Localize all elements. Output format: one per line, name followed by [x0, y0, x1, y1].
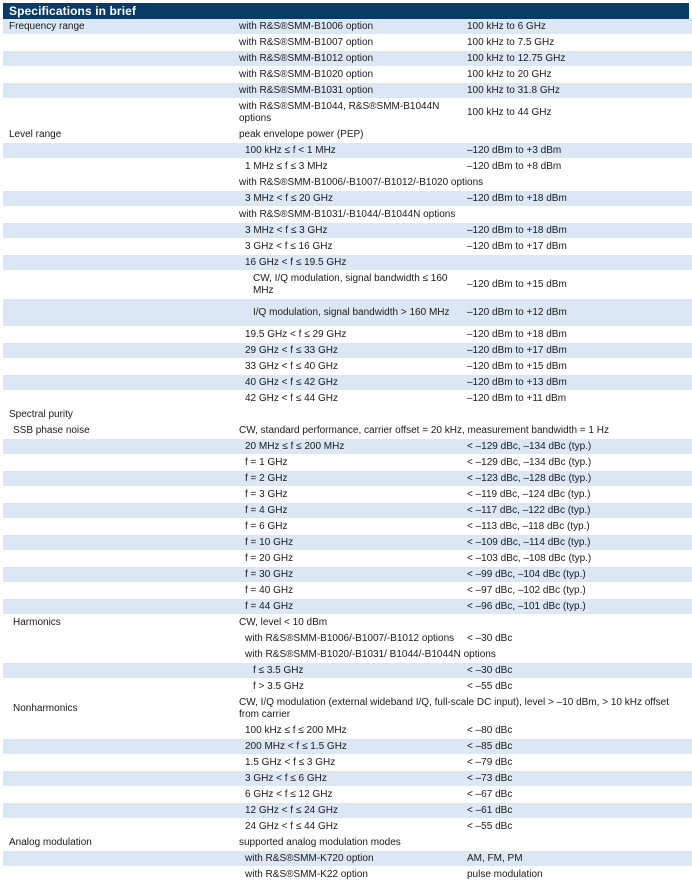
parameter-cell [3, 803, 235, 819]
table-row [3, 755, 692, 771]
value-cell: –120 dBm to +18 dBm [463, 327, 692, 343]
condition-cell: f = 6 GHz [235, 519, 463, 535]
table-row [3, 583, 692, 599]
parameter-cell [3, 771, 235, 787]
condition-cell: 1.5 GHz < f ≤ 3 GHz [235, 755, 463, 771]
value-cell: –120 dBm to +11 dBm [463, 391, 692, 407]
condition-cell: 42 GHz < f ≤ 44 GHz [235, 391, 463, 407]
value-cell: < –96 dBc, –101 dBc (typ.) [463, 599, 692, 615]
condition-cell: 29 GHz < f ≤ 33 GHz [235, 343, 463, 359]
parameter-cell [3, 787, 235, 803]
parameter-cell [3, 159, 235, 175]
value-cell: < –30 dBc [463, 663, 692, 679]
parameter-cell [3, 143, 235, 159]
table-row [3, 359, 692, 375]
value-cell: < –61 dBc [463, 803, 692, 819]
table-row [3, 487, 692, 503]
parameter-cell: Nonharmonics [3, 695, 235, 723]
value-cell: < –30 dBc [463, 631, 692, 647]
parameter-cell [3, 375, 235, 391]
condition-cell: I/Q modulation, signal bandwidth > 160 MHz [235, 299, 463, 327]
parameter-cell [3, 679, 235, 695]
parameter-cell [3, 739, 235, 755]
condition-cell: with R&S®SMM-B1031/-B1044/-B1044N options [235, 207, 692, 223]
value-cell: –120 dBm to +17 dBm [463, 239, 692, 255]
table-row [3, 851, 692, 867]
parameter-cell [3, 723, 235, 739]
condition-cell: f = 44 GHz [235, 599, 463, 615]
condition-cell: CW, standard performance, carrier offset = 20 kHz, measurement bandwidth = 1 Hz [235, 423, 692, 439]
parameter-cell [3, 67, 235, 83]
parameter-cell: Frequency range [3, 19, 235, 35]
value-cell: < –97 dBc, –102 dBc (typ.) [463, 583, 692, 599]
value-cell [463, 615, 692, 631]
parameter-cell [3, 271, 235, 299]
parameter-cell [3, 439, 235, 455]
value-cell: < –109 dBc, –114 dBc (typ.) [463, 535, 692, 551]
value-cell: –120 dBm to +8 dBm [463, 159, 692, 175]
table-row [3, 439, 692, 455]
value-cell: < –99 dBc, –104 dBc (typ.) [463, 567, 692, 583]
condition-cell: 24 GHz < f ≤ 44 GHz [235, 819, 463, 835]
value-cell: < –73 dBc [463, 771, 692, 787]
parameter-cell [3, 207, 235, 223]
condition-cell: CW, level < 10 dBm [235, 615, 463, 631]
parameter-cell [3, 239, 235, 255]
value-cell: < –85 dBc [463, 739, 692, 755]
table-row [3, 143, 692, 159]
table-row [3, 567, 692, 583]
condition-cell: f = 1 GHz [235, 455, 463, 471]
parameter-cell: Analog modulation [3, 835, 235, 851]
parameter-cell [3, 51, 235, 67]
condition-cell: f = 4 GHz [235, 503, 463, 519]
parameter-cell [3, 551, 235, 567]
value-cell: 100 kHz to 44 GHz [463, 99, 692, 127]
parameter-cell [3, 819, 235, 835]
table-row [3, 207, 692, 223]
value-cell: –120 dBm to +17 dBm [463, 343, 692, 359]
condition-cell: 33 GHz < f ≤ 40 GHz [235, 359, 463, 375]
table-row [3, 175, 692, 191]
parameter-cell [3, 223, 235, 239]
condition-cell: CW, I/Q modulation (external wideband I/Q, full-scale DC input), level > –10 dBm, > 10 kHz offset from carrier [235, 695, 692, 723]
table-row [3, 739, 692, 755]
value-cell: 100 kHz to 7.5 GHz [463, 35, 692, 51]
condition-cell: with R&S®SMM-B1020/-B1031/ B1044/-B1044N options [235, 647, 692, 663]
parameter-cell [3, 255, 235, 271]
condition-cell: 3 MHz < f ≤ 20 GHz [235, 191, 463, 207]
table-row [3, 455, 692, 471]
table-row [3, 67, 692, 83]
condition-cell: with R&S®SMM-B1020 option [235, 67, 463, 83]
condition-cell: with R&S®SMM-B1006/-B1007/-B1012 options [235, 631, 463, 647]
value-cell [463, 407, 692, 423]
parameter-cell [3, 99, 235, 127]
table-row [3, 271, 692, 299]
value-cell: < –80 dBc [463, 723, 692, 739]
parameter-cell [3, 503, 235, 519]
parameter-cell [3, 567, 235, 583]
table-row [3, 223, 692, 239]
table-row [3, 695, 692, 723]
table-row [3, 343, 692, 359]
parameter-cell [3, 851, 235, 867]
table-row [3, 83, 692, 99]
value-cell: < –117 dBc, –122 dBc (typ.) [463, 503, 692, 519]
condition-cell: 100 kHz ≤ f ≤ 200 MHz [235, 723, 463, 739]
parameter-cell [3, 487, 235, 503]
value-cell: AM, FM, PM [463, 851, 692, 867]
table-row [3, 679, 692, 695]
table-row [3, 423, 692, 439]
condition-cell: 20 MHz ≤ f ≤ 200 MHz [235, 439, 463, 455]
table-row [3, 787, 692, 803]
value-cell [463, 127, 692, 143]
parameter-cell [3, 83, 235, 99]
table-row [3, 19, 692, 35]
condition-cell: with R&S®SMM-B1006 option [235, 19, 463, 35]
table-row [3, 867, 692, 883]
condition-cell: with R&S®SMM-B1007 option [235, 35, 463, 51]
value-cell: –120 dBm to +13 dBm [463, 375, 692, 391]
value-cell: < –79 dBc [463, 755, 692, 771]
table-row [3, 407, 692, 423]
table-row [3, 647, 692, 663]
table-row [3, 159, 692, 175]
table-row [3, 299, 692, 327]
table-row [3, 35, 692, 51]
parameter-cell [3, 535, 235, 551]
condition-cell: 16 GHz < f ≤ 19.5 GHz [235, 255, 463, 271]
table-row [3, 191, 692, 207]
condition-cell: 3 MHz < f ≤ 3 GHz [235, 223, 463, 239]
value-cell: 100 kHz to 20 GHz [463, 67, 692, 83]
parameter-cell [3, 519, 235, 535]
table-row [3, 535, 692, 551]
parameter-cell [3, 867, 235, 883]
value-cell: < –129 dBc, –134 dBc (typ.) [463, 455, 692, 471]
condition-cell: 6 GHz < f ≤ 12 GHz [235, 787, 463, 803]
parameter-cell [3, 327, 235, 343]
table-row [3, 375, 692, 391]
value-cell: 100 kHz to 12.75 GHz [463, 51, 692, 67]
parameter-cell [3, 191, 235, 207]
condition-cell: 3 GHz < f ≤ 16 GHz [235, 239, 463, 255]
condition-cell: with R&S®SMM-B1044, R&S®SMM-B1044N options [235, 99, 463, 127]
parameter-cell [3, 647, 235, 663]
value-cell: –120 dBm to +3 dBm [463, 143, 692, 159]
parameter-cell [3, 599, 235, 615]
condition-cell: with R&S®SMM-K720 option [235, 851, 463, 867]
value-cell: –120 dBm to +15 dBm [463, 359, 692, 375]
table-row [3, 99, 692, 127]
spec-table [3, 19, 692, 883]
table-row [3, 239, 692, 255]
condition-cell: with R&S®SMM-K22 option [235, 867, 463, 883]
parameter-cell [3, 175, 235, 191]
condition-cell: 100 kHz ≤ f < 1 MHz [235, 143, 463, 159]
condition-cell: 3 GHz < f ≤ 6 GHz [235, 771, 463, 787]
value-cell: < –55 dBc [463, 819, 692, 835]
spec-sheet [3, 3, 689, 883]
parameter-cell [3, 631, 235, 647]
parameter-cell: Spectral purity [3, 407, 235, 423]
condition-cell [235, 407, 463, 423]
parameter-cell [3, 35, 235, 51]
value-cell: pulse modulation [463, 867, 692, 883]
table-row [3, 599, 692, 615]
value-cell: < –113 dBc, –118 dBc (typ.) [463, 519, 692, 535]
parameter-cell [3, 455, 235, 471]
condition-cell: 200 MHz < f ≤ 1.5 GHz [235, 739, 463, 755]
condition-cell: f = 10 GHz [235, 535, 463, 551]
value-cell: –120 dBm to +12 dBm [463, 299, 692, 327]
value-cell: < –55 dBc [463, 679, 692, 695]
table-row [3, 519, 692, 535]
table-row [3, 255, 692, 271]
condition-cell: 19.5 GHz < f ≤ 29 GHz [235, 327, 463, 343]
table-row [3, 663, 692, 679]
condition-cell: f = 30 GHz [235, 567, 463, 583]
parameter-cell [3, 583, 235, 599]
value-cell: < –67 dBc [463, 787, 692, 803]
value-cell: –120 dBm to +18 dBm [463, 223, 692, 239]
table-row [3, 723, 692, 739]
value-cell: < –129 dBc, –134 dBc (typ.) [463, 439, 692, 455]
parameter-cell: Level range [3, 127, 235, 143]
parameter-cell [3, 299, 235, 327]
condition-cell: with R&S®SMM-B1012 option [235, 51, 463, 67]
table-row [3, 615, 692, 631]
value-cell: < –103 dBc, –108 dBc (typ.) [463, 551, 692, 567]
table-row [3, 471, 692, 487]
condition-cell: f = 2 GHz [235, 471, 463, 487]
condition-cell: 1 MHz ≤ f ≤ 3 MHz [235, 159, 463, 175]
condition-cell: peak envelope power (PEP) [235, 127, 463, 143]
parameter-cell [3, 343, 235, 359]
condition-cell: with R&S®SMM-B1006/-B1007/-B1012/-B1020 options [235, 175, 692, 191]
condition-cell: with R&S®SMM-B1031 option [235, 83, 463, 99]
table-row [3, 835, 692, 851]
parameter-cell [3, 663, 235, 679]
section-title: Specifications in brief [3, 3, 689, 19]
value-cell: < –119 dBc, –124 dBc (typ.) [463, 487, 692, 503]
value-cell: –120 dBm to +15 dBm [463, 271, 692, 299]
condition-cell: 12 GHz < f ≤ 24 GHz [235, 803, 463, 819]
value-cell: –120 dBm to +18 dBm [463, 191, 692, 207]
table-row [3, 327, 692, 343]
parameter-cell [3, 471, 235, 487]
value-cell [463, 835, 692, 851]
table-row [3, 391, 692, 407]
condition-cell: f > 3.5 GHz [235, 679, 463, 695]
table-row [3, 551, 692, 567]
table-row [3, 503, 692, 519]
parameter-cell: SSB phase noise [3, 423, 235, 439]
value-cell: < –123 dBc, –128 dBc (typ.) [463, 471, 692, 487]
condition-cell: supported analog modulation modes [235, 835, 463, 851]
value-cell: 100 kHz to 31.8 GHz [463, 83, 692, 99]
table-row [3, 803, 692, 819]
parameter-cell [3, 359, 235, 375]
table-row [3, 631, 692, 647]
condition-cell: f = 40 GHz [235, 583, 463, 599]
table-row [3, 51, 692, 67]
condition-cell: 40 GHz < f ≤ 42 GHz [235, 375, 463, 391]
parameter-cell [3, 755, 235, 771]
condition-cell: f = 3 GHz [235, 487, 463, 503]
value-cell [463, 255, 692, 271]
parameter-cell [3, 391, 235, 407]
condition-cell: CW, I/Q modulation, signal bandwidth ≤ 160 MHz [235, 271, 463, 299]
condition-cell: f = 20 GHz [235, 551, 463, 567]
condition-cell: f ≤ 3.5 GHz [235, 663, 463, 679]
value-cell: 100 kHz to 6 GHz [463, 19, 692, 35]
table-row [3, 771, 692, 787]
table-row [3, 127, 692, 143]
table-row [3, 819, 692, 835]
parameter-cell: Harmonics [3, 615, 235, 631]
